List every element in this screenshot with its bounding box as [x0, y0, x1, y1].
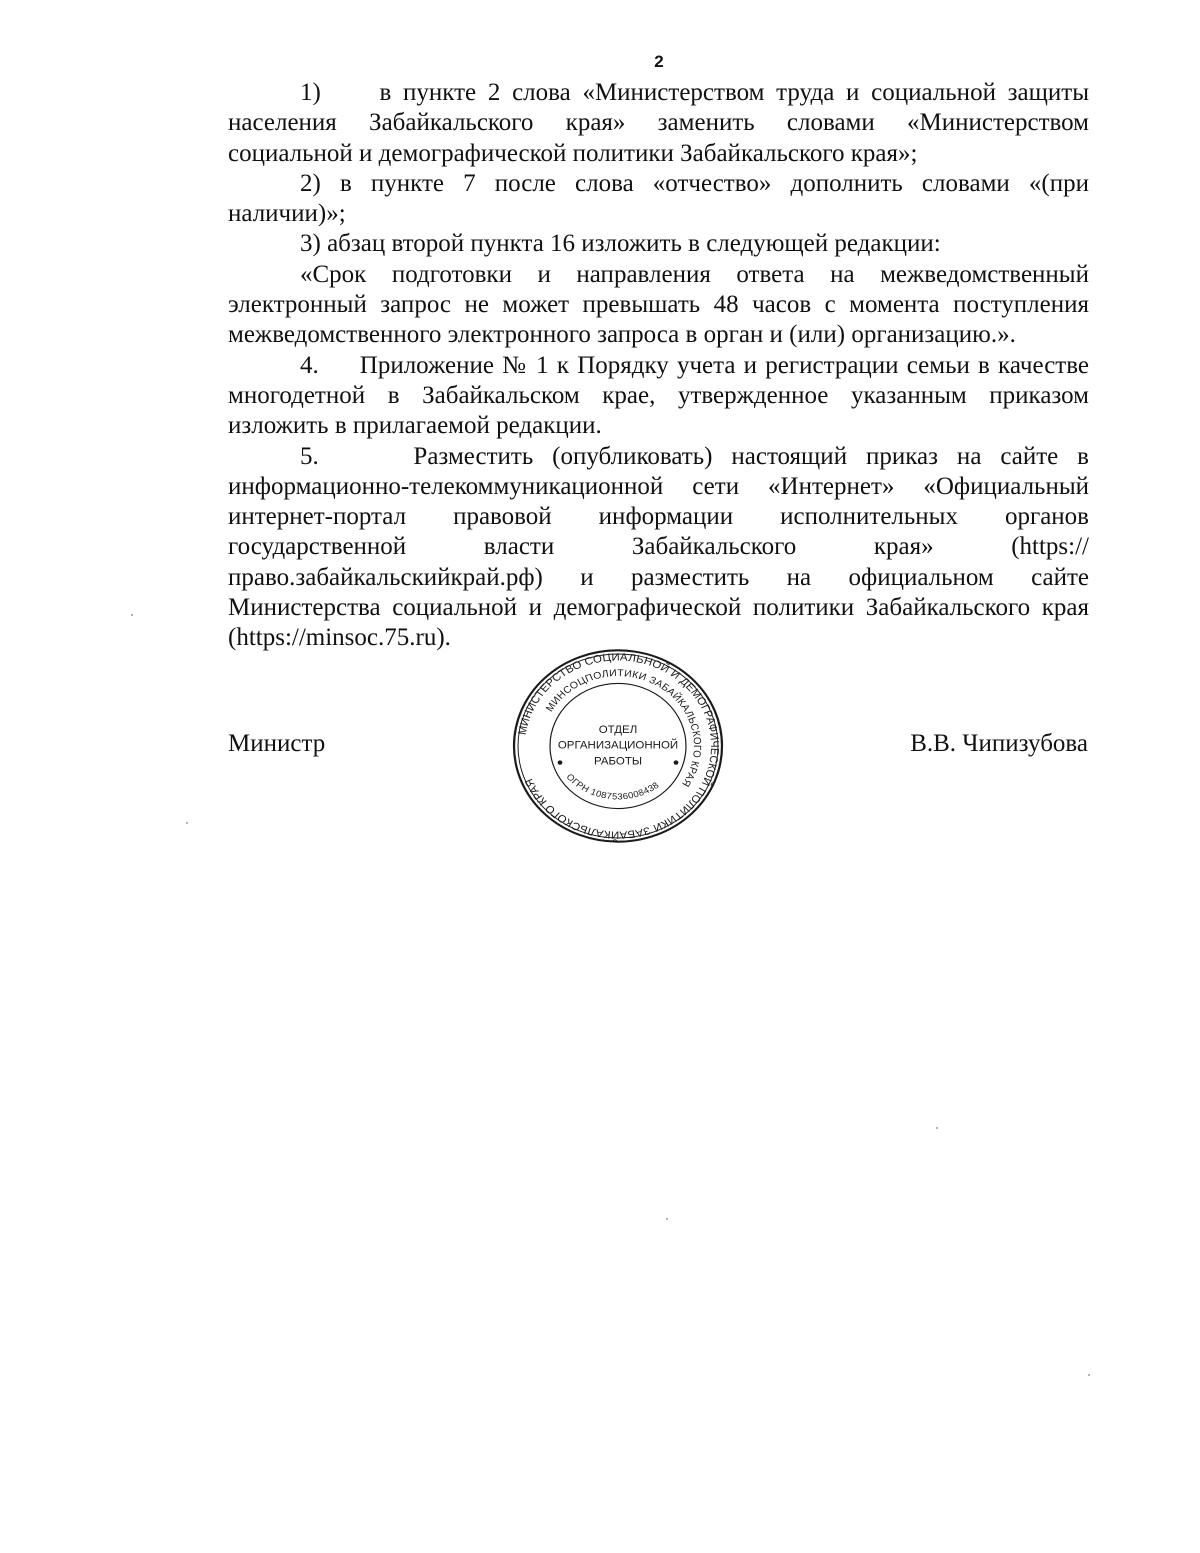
- seal-graphic: [508, 646, 728, 846]
- paragraph-quote: «Срок подготовки и направления ответа на межведомственный электронный запрос не может превышать 48 часов с момента поступления межведомственного электронного запроса в орган и (или) организацию.».: [228, 260, 1089, 349]
- paragraph-item-4: 4. Приложение № 1 к Порядку учета и регистрации семьи в качестве многодетной в Забайкальском крае, утвержденное указанным приказом изложить в прилагаемой редакции.: [228, 351, 1089, 440]
- seal-outer-text: МИНИСТЕРСТВО СОЦИАЛЬНОЙ И ДЕМОГРАФИЧЕСКОЙ ПОЛИТИКИ ЗАБАЙКАЛЬСКОГО КРАЯ: [516, 651, 721, 841]
- seal-ogrn-text: ОГРН 1087536008438: [564, 771, 661, 802]
- paragraph-item-5: 5. Разместить (опубликовать) настоящий приказ на сайте в информационно-телекоммуникационной сети «Интернет» «Официальный интернет-портал правовой информации исполнительных органов государственной власти Забайкальского края» (https://право.забайкальскийкрай.рф) и разместить на официальном сайте Министерства социальной и демографической политики Забайкальского края (https://minsoc.75.ru).: [228, 442, 1089, 652]
- seal-center-line-2: ОРГАНИЗАЦИОННОЙ: [557, 740, 679, 752]
- document-body: [228, 78, 1089, 654]
- seal-center-line-1: ОТДЕЛ: [598, 724, 638, 736]
- scan-speck: [131, 614, 133, 616]
- scan-speck: [1088, 1374, 1090, 1376]
- scan-speck: [666, 1218, 668, 1220]
- signer-name: В.В. Чипизубова: [910, 730, 1088, 757]
- seal-inner-text: МИНСОЦПОЛИТИКИ ЗАБАЙКАЛЬСКОГО КРАЯ: [544, 668, 703, 789]
- paragraph-item-3: 3) абзац второй пункта 16 изложить в следующей редакции:: [300, 230, 941, 258]
- seal-center-line-3: РАБОТЫ: [593, 755, 643, 768]
- paragraph-item-2: 2) в пункте 7 после слова «отчество» дополнить словами «(при наличии)»;: [228, 169, 1089, 228]
- page-number: 2: [654, 52, 664, 71]
- scan-speck: [186, 822, 188, 824]
- seal-dot-right: [674, 760, 679, 764]
- paragraph-item-1: 1) в пункте 2 слова «Министерством труда и социальной защиты населения Забайкальского края» заменить словами «Министерством социальной и демографической политики Забайкальского края»;: [228, 79, 1089, 167]
- signer-title: Министр: [228, 730, 326, 757]
- official-seal: [508, 646, 728, 846]
- seal-dot-left: [558, 760, 563, 764]
- scan-speck: [936, 1127, 938, 1129]
